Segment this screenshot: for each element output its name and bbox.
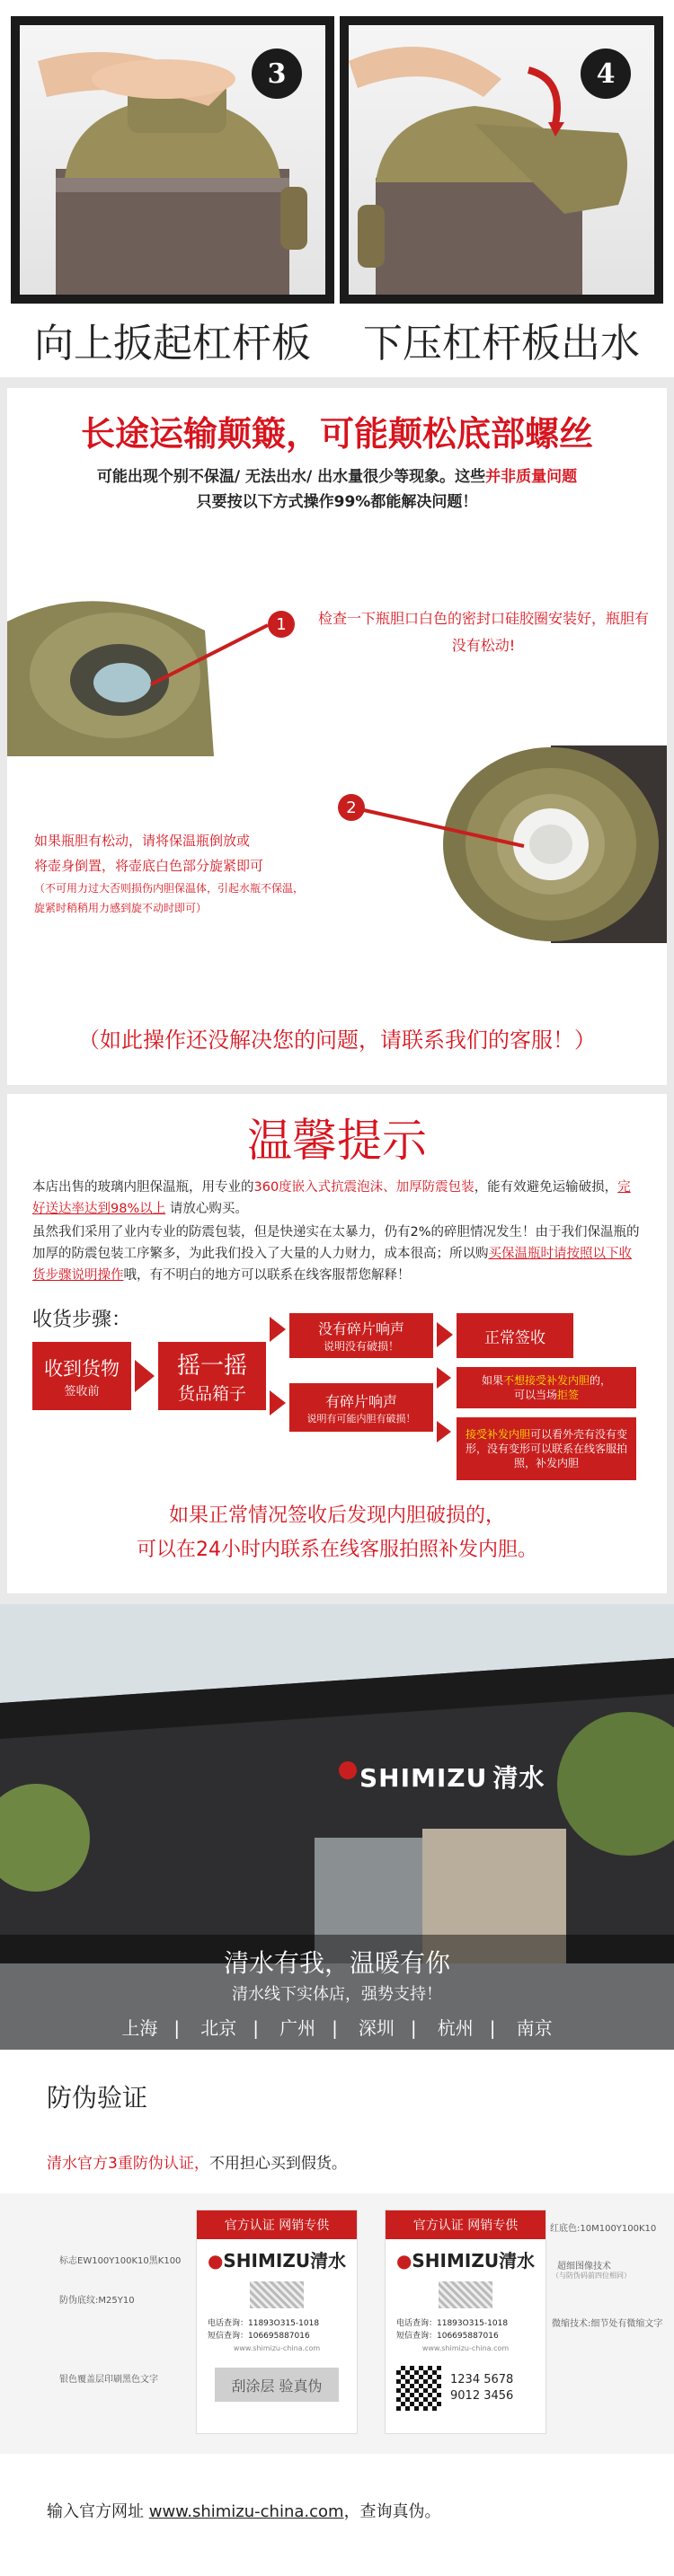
callout-1-text: 检查一下瓶胆口白色的密封口硅胶圈安装好，瓶胆有没有松动! (317, 610, 649, 654)
serial-line-2: 9012 3456 (450, 2389, 514, 2403)
callout-marker-2: 2 (338, 794, 365, 821)
callout-2-line4: 旋紧时稍稍用力感到旋不动时即可） (34, 902, 208, 914)
verify-footer-text: 输入官方网址 (47, 2502, 149, 2521)
store-subtitle: 清水线下实体店，强势支持！ (232, 1985, 442, 2004)
tag-phone: 电话查询：11893O315-1018 (396, 2319, 509, 2328)
label-bg-pattern: 防伪底纹:M25Y10 (59, 2296, 135, 2306)
store-banner (0, 1604, 674, 2050)
microprint-icon (439, 2281, 492, 2308)
box2-line1: 摇一摇 (176, 1353, 247, 1380)
store-logo (359, 1759, 545, 1795)
tag-brand-cn: 清水 (499, 2250, 536, 2272)
city-label: 上海 (121, 2017, 158, 2039)
p1-text-2: ，能有效避免运输破损， (474, 1180, 618, 1195)
label-micro-image-note: （与防伪码前四位相同） (552, 2272, 631, 2280)
flow-box-normal-sign: 正常签收 (457, 1313, 573, 1358)
box7-text: 可以看外壳有没有变形，没有变形可以联系在线客服拍照，补发内胆 (465, 1428, 628, 1469)
warm-tips-title: 温馨提示 (247, 1115, 427, 1167)
verify-line (47, 2150, 347, 2173)
microprint-icon (250, 2281, 304, 2308)
tag-website: www.shimizu-china.com (233, 2344, 321, 2352)
box1-line2: 签收前 (64, 1384, 100, 1398)
callout-2-line2: 将壶身倒置，将壶底白色部分旋紧即可 (34, 858, 264, 874)
warm-tips-section (7, 1094, 667, 1593)
step-number-badge: 3 (252, 49, 302, 99)
transport-line1 (7, 463, 667, 486)
callout-2-line1: 如果瓶胆有松动，请将保温瓶倒放或 (34, 833, 251, 849)
tag-header: 官方认证 网销专供 (386, 2210, 545, 2239)
tag-phone: 电话查询：11893O315-1018 (208, 2319, 320, 2328)
store-slogan: 清水有我，温暖有你 (223, 1948, 450, 1978)
p1-highlight: 360度嵌入式抗震泡沫、加厚防震包装 (253, 1180, 474, 1195)
callout-marker-1: 1 (268, 611, 295, 638)
step-4-photo (340, 16, 663, 304)
p2-text: 虽然我们采用了业内专业的防震包装，但是快递实在太暴力，仍有2%的碎胆情况发生！由于我们保温瓶的加厚的防震包装工序繁多，为此我们投入了大量的人力财力，成本很高；所以购 (32, 1225, 640, 1261)
flow-arrow (437, 1322, 453, 1347)
box5-line2: 说明有可能内胆有破损！ (306, 1412, 416, 1425)
verify-footer (47, 2499, 441, 2522)
qr-code-icon (396, 2366, 441, 2411)
city-label: 广州 (279, 2017, 316, 2039)
city-label: 北京 (200, 2017, 237, 2039)
tag-brand-cn: 清水 (310, 2250, 347, 2272)
label-micro-image: 超细图像技术 (557, 2262, 611, 2272)
transport-title: 长途运输颠簸，可能颠松底部螺丝 (80, 414, 593, 454)
flow-box-received (32, 1342, 131, 1410)
step-4-caption: 下压杠杆板出水 (363, 321, 640, 366)
step-3-caption: 向上扳起杠杆板 (34, 321, 311, 366)
p2-text-2: 哦，有不明白的地方可以联系在线客服帮您解释！ (123, 1268, 411, 1283)
transport-line1-text: 可能出现个别不保温/ 无法出水/ 出水量很少等现象。这些 (96, 468, 486, 486)
flow-arrow (437, 1367, 451, 1389)
verify-title: 防伪验证 (47, 2083, 148, 2113)
callout-line-2 (362, 801, 533, 855)
callout-line-1 (142, 622, 277, 693)
serial-code (450, 2372, 513, 2404)
p2-highlight: 买保温瓶时请按照以下收货步骤说明操作 (32, 1247, 632, 1283)
transport-section (7, 388, 667, 1085)
box6-text-3: 可以当场 (513, 1389, 557, 1401)
callout-2-line3: （不可用力过大否则损伤内胆保温体，引起水瓶不保温， (34, 882, 305, 895)
box6-text-2: 的， (590, 1374, 612, 1387)
tag-logo: ●SHIMIZU清水 (207, 2250, 347, 2272)
p1-text-3: 请放心购买。 (165, 1202, 248, 1216)
verify-footer-text-2: ，查询真伪。 (343, 2502, 441, 2521)
label-logo-color: 标志EW100Y100K10黑K100 (59, 2256, 182, 2266)
city-label: 杭州 (437, 2017, 474, 2039)
tag-sms: 短信查询：106695887016 (208, 2332, 310, 2341)
flow-box-no-noise (289, 1313, 433, 1358)
step-number-badge: 4 (581, 49, 631, 99)
city-label: 南京 (516, 2017, 553, 2039)
verify-section (0, 2050, 674, 2576)
tag-brand: SHIMIZU (412, 2250, 500, 2272)
box6-highlight-2: 拒签 (557, 1389, 580, 1401)
flow-box-noise (289, 1383, 433, 1432)
step-3-photo (11, 16, 334, 304)
transport-footer: （如此操作还没解决您的问题，请联系我们的客服！） (78, 1028, 596, 1053)
city-label: 深圳 (358, 2017, 395, 2039)
box7-highlight: 接受补发内胆 (465, 1428, 530, 1441)
callout-2-text (34, 828, 340, 918)
label-scratch: 银色覆盖层印刷黑色文字 (59, 2375, 158, 2385)
warm-footer-1: 如果正常情况签收后发现内胆破损的， (168, 1504, 505, 1527)
box1-line1: 收到货物 (44, 1357, 120, 1380)
tag-header: 官方认证 网销专供 (197, 2210, 357, 2239)
warm-footer-2: 可以在24小时内联系在线客服拍照补发内胆。 (137, 1539, 537, 1561)
auth-tag-2 (385, 2210, 546, 2434)
box2-line2: 货品箱子 (177, 1384, 246, 1404)
scratch-area: 刮涂层 验真伪 (215, 2368, 339, 2402)
flow-box-refuse (457, 1367, 636, 1408)
tag-brand: SHIMIZU (223, 2250, 311, 2272)
box6-text: 如果 (481, 1374, 503, 1387)
p1-text: 本店出售的玻璃内胆保温瓶，用专业的 (32, 1180, 254, 1195)
box3-line1: 没有碎片响声 (317, 1320, 404, 1337)
transport-line2: 只要按以下方式操作99%都能解决问题！ (196, 493, 478, 511)
flow-arrow (270, 1317, 286, 1342)
auth-tag-1 (196, 2210, 358, 2434)
box3-line2: 说明没有破损！ (323, 1340, 399, 1353)
flow-arrow (135, 1360, 155, 1392)
flow-arrow (437, 1421, 451, 1442)
not-quality-issue: 并非质量问题 (485, 468, 578, 486)
tag-sms: 短信查询：106695887016 (396, 2332, 499, 2341)
flow-arrow (270, 1390, 286, 1416)
warm-tips-para1 (32, 1177, 643, 1220)
box5-line1: 有碎片响声 (324, 1392, 397, 1410)
store-cities: 上海 | 北京 | 广州 | 深圳 | 杭州 | 南京 (0, 2014, 674, 2040)
warm-tips-para2 (32, 1222, 643, 1286)
steps-section (0, 0, 674, 377)
flow-box-shake (158, 1342, 266, 1410)
flow-box-accept-refill (457, 1417, 636, 1480)
box6-highlight: 不想接受补发内胆 (502, 1374, 590, 1387)
store-brand-cn: 清水 (492, 1763, 545, 1793)
p1-highlight-2: 完好送达率达到98%以上 (32, 1180, 631, 1216)
tag-website: www.shimizu-china.com (421, 2344, 510, 2352)
official-website-link[interactable]: www.shimizu-china.com (148, 2502, 344, 2521)
tag-logo: ●SHIMIZU清水 (395, 2250, 536, 2272)
store-brand: SHIMIZU (359, 1763, 488, 1793)
qr-row (396, 2366, 535, 2411)
serial-line-1: 1234 5678 (450, 2373, 514, 2386)
label-red-bg: 红底色:10M100Y100K10 (550, 2224, 657, 2234)
verify-line-text: 不用担心买到假货。 (208, 2155, 347, 2173)
label-microtext: 微缩技术:细节处有微缩文字 (552, 2319, 663, 2329)
receiving-steps-label: 收货步骤： (32, 1309, 132, 1331)
verify-line-highlight: 清水官方3重防伪认证， (47, 2155, 209, 2173)
